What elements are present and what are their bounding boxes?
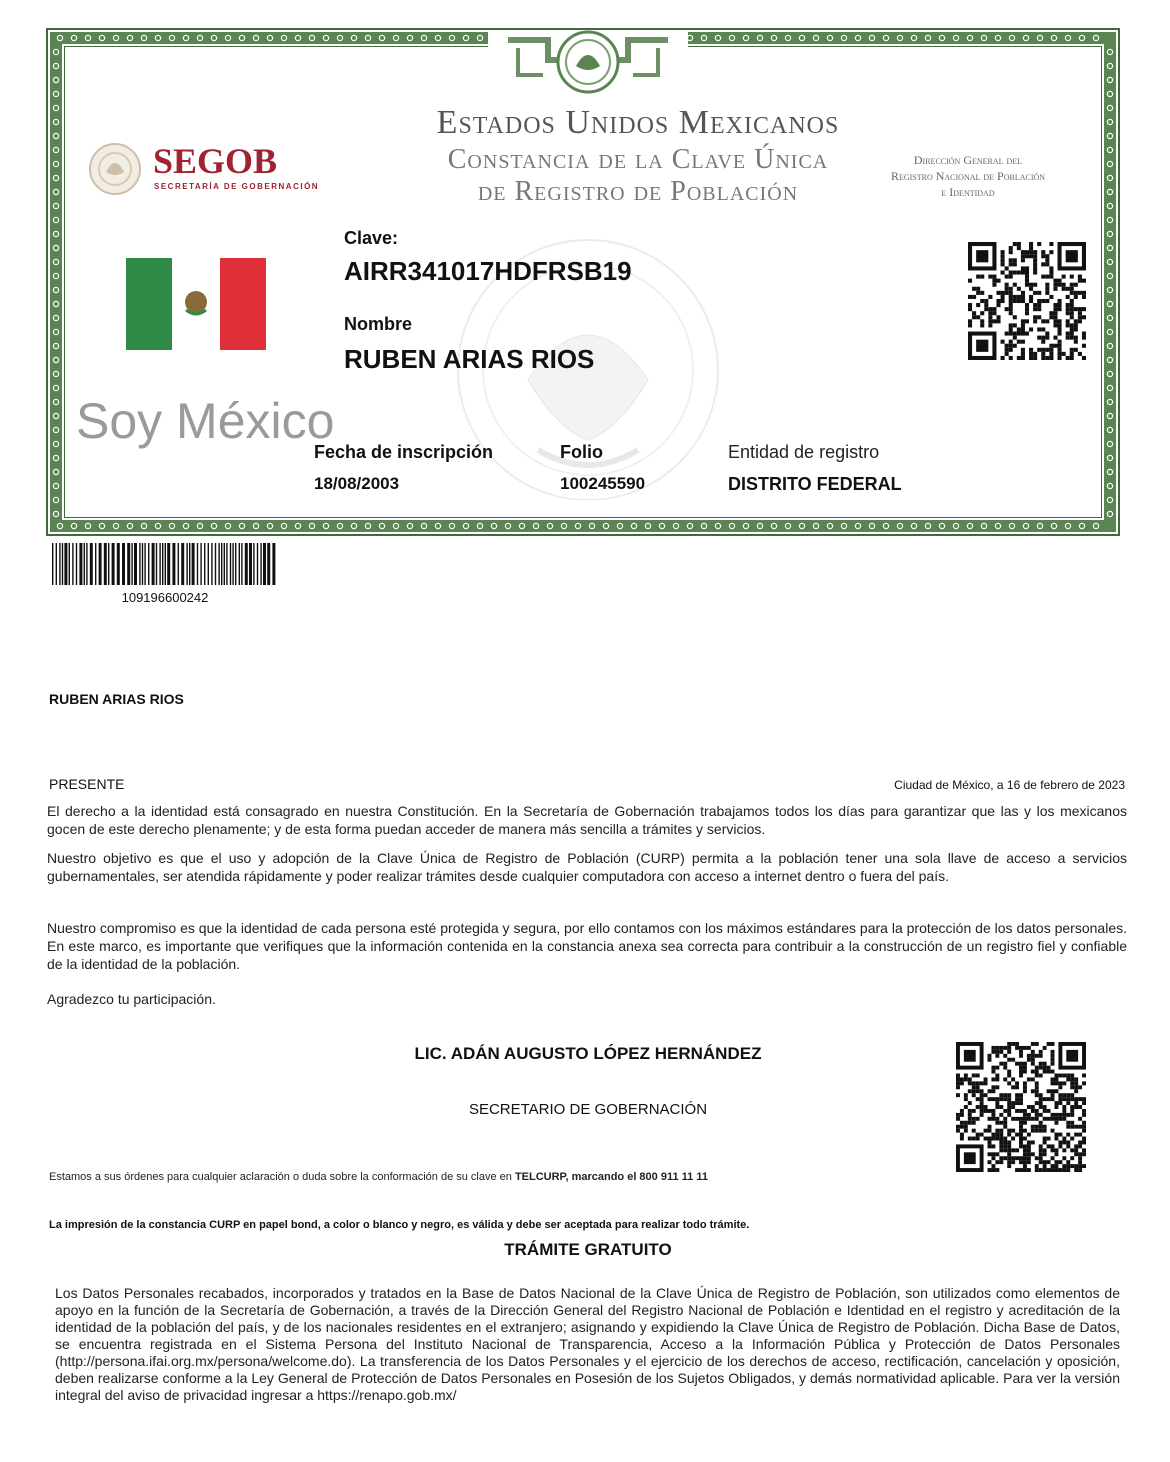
contact-line xyxy=(49,1171,708,1183)
mexican-flag-icon xyxy=(126,258,266,350)
entidad-value: DISTRITO FEDERAL xyxy=(728,474,902,494)
paragraph-objective: Nuestro objetivo es que el uso y adopción de la Clave Única de Registro de Población (CURP) permita a la población tener una sola llave de acceso a servicios gubernamentales, ser atendida rápidamente y poder realizar trámites desde cualquier computadora con acceso a internet dentro o fuera del país. xyxy=(47,850,1127,884)
document-title-line1: Constancia de la Clave Única xyxy=(447,144,829,175)
folio-label: Folio xyxy=(560,442,603,462)
barcode-number: 109196600242 xyxy=(121,590,209,605)
validity-note: La impresión de la constancia CURP en papel bond, a color o blanco y negro, es válida y debe ser aceptada para realizar todo trámite. xyxy=(49,1219,750,1231)
clave-label: Clave: xyxy=(344,228,399,248)
directorate-name xyxy=(838,152,1098,200)
paragraph-commitment: Nuestro compromiso es que la identidad de cada persona esté protegida y segura, por ello contamos con los máximos estándares para la protección de los datos personales. En este marco, es importante que verifiques que la información contenida en la constancia anexa sea correcta para contribuir a la construcción de un registro fiel y confiable de la identidad de la población. xyxy=(47,920,1127,972)
thanks-line: Agradezco tu participación. xyxy=(47,991,216,1007)
document-title-line2: de Registro de Población xyxy=(477,176,799,207)
mexican-coat-of-arms-icon xyxy=(488,30,688,100)
directorate-line2: Registro Nacional de Población xyxy=(890,169,1046,183)
curp-certificate-card xyxy=(46,28,1120,536)
entidad-label: Entidad de registro xyxy=(728,442,880,462)
recipient-name: RUBEN ARIAS RIOS xyxy=(49,691,184,707)
barcode-icon xyxy=(52,543,278,585)
date-line: Ciudad de México, a 16 de febrero de 2023 xyxy=(894,778,1125,792)
segob-subtitle: SECRETARÍA DE GOBERNACIÓN xyxy=(154,182,320,191)
nombre-value: RUBEN ARIAS RIOS xyxy=(344,344,595,374)
soy-mexico-slogan: Soy México xyxy=(76,393,335,449)
qr-code-icon xyxy=(968,242,1086,360)
fecha-label: Fecha de inscripción xyxy=(314,442,494,462)
signer-title: SECRETARIO DE GOBERNACIÓN xyxy=(468,1101,708,1118)
nombre-label: Nombre xyxy=(344,314,413,334)
paragraph-identity: El derecho a la identidad está consagrado en nuestra Constitución. En la Secretaría de Gobernación trabajamos todos los días para garantizar que las y los mexicanos gocen de este derecho plenamente; y de esta forma puedan acceder de manera más sencilla a trámites y servicios. xyxy=(47,803,1127,837)
verification-qr-code-icon xyxy=(956,1042,1086,1172)
segob-logo-text: SEGOB xyxy=(153,141,278,181)
folio-value: 100245590 xyxy=(560,474,646,493)
signer-name: LIC. ADÁN AUGUSTO LÓPEZ HERNÁNDEZ xyxy=(414,1044,762,1063)
contact-text: Estamos a sus órdenes para cualquier aclaración o duda sobre la conformación de su clave en xyxy=(49,1171,515,1183)
directorate-line3: e Identidad xyxy=(941,185,995,199)
clave-value: AIRR341017HDFRSB19 xyxy=(344,256,632,286)
country-title: Estados Unidos Mexicanos xyxy=(436,104,840,141)
segob-seal-icon xyxy=(88,142,142,196)
fecha-value: 18/08/2003 xyxy=(314,474,400,493)
presente-label: PRESENTE xyxy=(49,776,125,792)
telcurp-phone: TELCURP, marcando el 800 911 11 11 xyxy=(514,1171,708,1183)
free-procedure-label: TRÁMITE GRATUITO xyxy=(504,1240,672,1259)
privacy-notice: Los Datos Personales recabados, incorporados y tratados en la Base de Datos Nacional de la Clave Única de Registro de Población, son utilizados como elementos de apoyo en la función de la Secretaría de Gobernación, a través de la Dirección General del Registro Nacional de Población e Identidad en el registro y acreditación de la identidad de la población del país, y de los nacionales residentes en el extranjero; asignando y expidiendo la Clave Única de Registro de Población. Dicha Base de Datos, se encuentra registrada en el Sistema Persona del Instituto Nacional de Transparencia, Acceso a la Información Pública y Protección de Datos Personales (http://persona.ifai.org.mx/persona/welcome.do). La transferencia de los Datos Personales y el ejercicio de los derechos de acceso, rectificación, cancelación y oposición, deben realizarse conforme a la Ley General de Protección de Datos Personales en Posesión de los Sujetos Obligados, y demás normatividad aplicable. Para ver la versión integral del aviso de privacidad ingresar a https://renapo.gob.mx/ xyxy=(55,1285,1120,1403)
directorate-line1: Dirección General del xyxy=(913,153,1023,167)
